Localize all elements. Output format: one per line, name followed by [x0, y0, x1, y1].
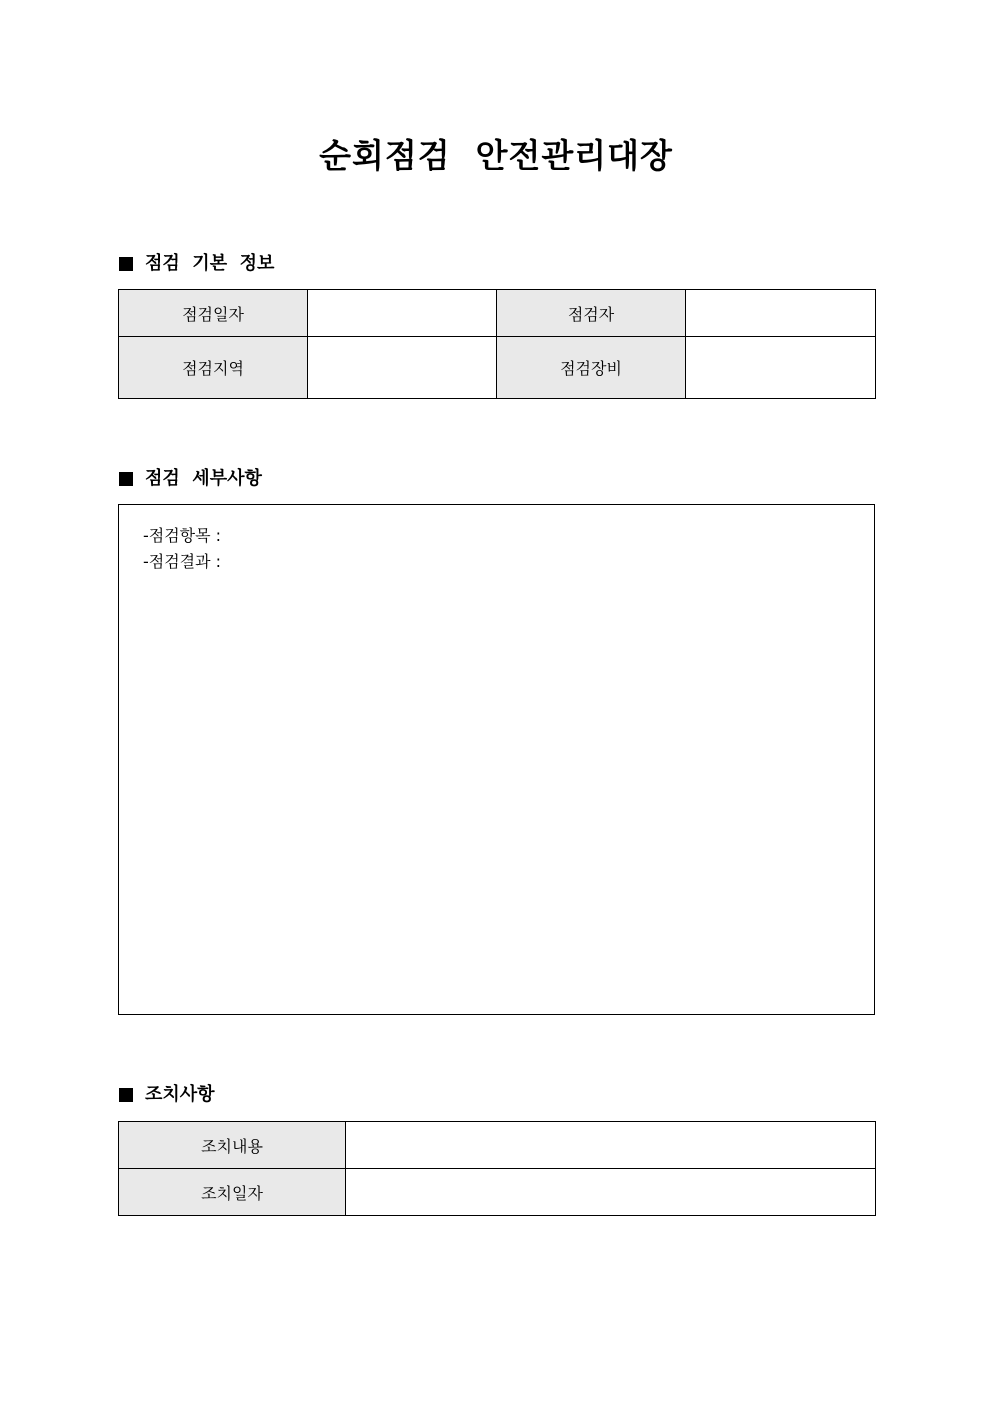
action-date-field[interactable] [346, 1169, 876, 1216]
black-square-icon [119, 472, 133, 486]
table-row [119, 1122, 876, 1169]
details-textarea[interactable] [118, 504, 875, 1015]
black-square-icon [119, 257, 133, 271]
actions-table [118, 1121, 876, 1216]
actions-heading-text: 조치사항 [145, 1084, 215, 1105]
inspection-equipment-field[interactable] [686, 337, 876, 399]
inspection-date-field[interactable] [308, 290, 497, 337]
inspection-result-line: -점검결과 : [143, 552, 222, 571]
table-row [119, 337, 876, 399]
action-content-field[interactable] [346, 1122, 876, 1169]
action-content-label: 조치내용 [119, 1122, 346, 1169]
basic-info-table [118, 289, 876, 399]
inspection-equipment-label: 점검장비 [497, 337, 686, 399]
actions-heading [119, 1083, 215, 1107]
details-heading-text: 점검 세부사항 [145, 468, 262, 489]
black-square-icon [119, 1088, 133, 1102]
action-date-label: 조치일자 [119, 1169, 346, 1216]
basic-info-heading-text: 점검 기본 정보 [145, 253, 275, 274]
table-row [119, 290, 876, 337]
inspection-area-label: 점검지역 [119, 337, 308, 399]
inspection-area-field[interactable] [308, 337, 497, 399]
inspection-item-line: -점검항목 : [143, 526, 222, 545]
inspector-label: 점검자 [497, 290, 686, 337]
inspector-field[interactable] [686, 290, 876, 337]
table-row [119, 1169, 876, 1216]
document-title: 순회점검 안전관리대장 [319, 136, 673, 175]
basic-info-heading [119, 252, 274, 276]
details-heading [119, 467, 262, 491]
inspection-date-label: 점검일자 [119, 290, 308, 337]
